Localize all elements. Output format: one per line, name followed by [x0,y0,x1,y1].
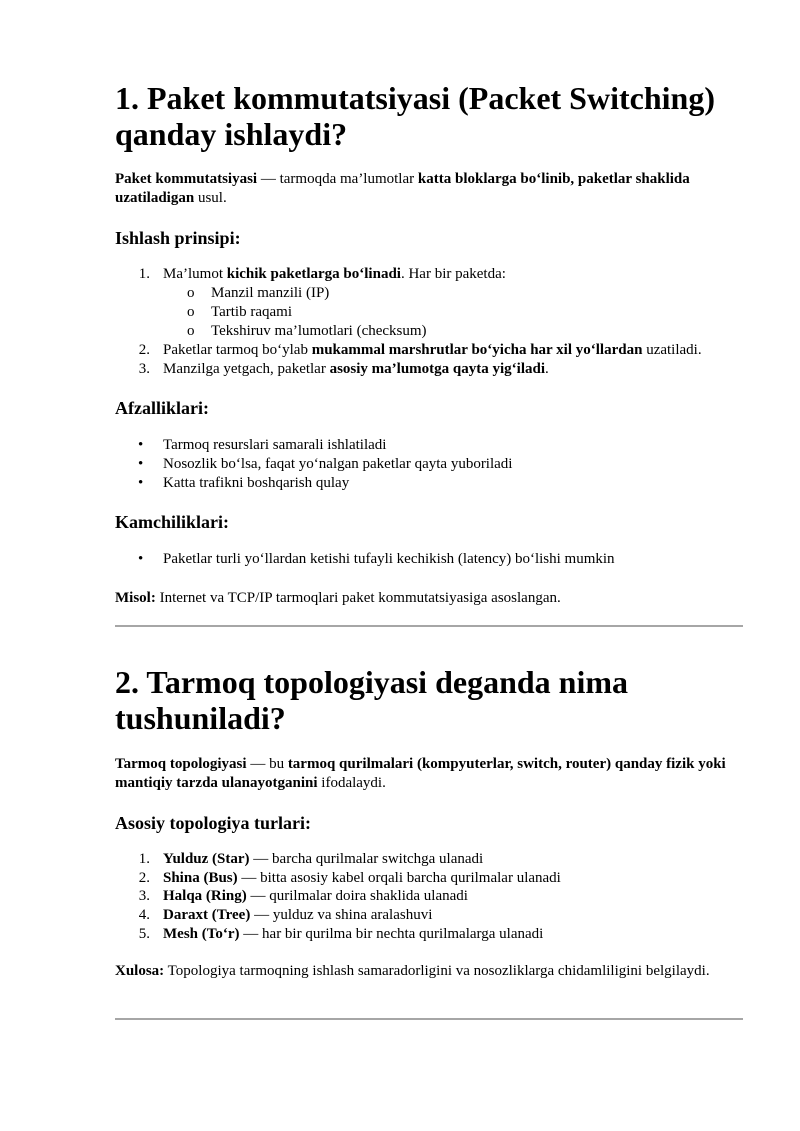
list-item: Manzilga yetgach, paketlar asosiy ma’lumotga qayta yig‘iladi. [163,361,549,377]
list-number: 4. [138,907,150,923]
list-number: 2. [138,870,150,886]
intro-definition: tarmoq qurilmalari (kompyuterlar, switch, router) qanday fizik yoki mantiqiy tarzda ulanayotganini [115,756,726,791]
topology-item: Halqa (Ring) — qurilmalar doira shaklida ulanadi [163,888,468,904]
list-item: Ma’lumot kichik paketlarga bo‘linadi. Har bir paketda: [163,266,506,282]
topology-item: Yulduz (Star) — barcha qurilmalar switchga ulanadi [163,851,484,867]
intro-term: Paket kommutatsiyasi [115,171,258,187]
section2-conclusion: Xulosa: Topologiya tarmoqning ishlash samaradorligini va nosozliklarga chidamliligini belgilaydi. [115,963,710,979]
sub-list-item: Tekshiruv ma’lumotlari (checksum) [211,323,427,339]
section2-title [115,664,743,736]
bullet-marker: • [138,437,144,453]
list-number: 3. [138,888,150,904]
sub-marker: o [187,285,195,301]
section2-title-line1: 2. Tarmoq topologiyasi deganda nima [115,664,628,700]
section1-intro: Paket kommutatsiyasi — tarmoqda ma’lumotlar katta bloklarga bo‘linib, paketlar shaklida uzatiladigan usul. [115,171,690,206]
section2-title-line2: tushuniladi? [115,700,286,736]
section1-title [115,80,743,152]
advantage-item: Tarmoq resurslari samarali ishlatiladi [163,437,387,453]
section1-example: Misol: Internet va TCP/IP tarmoqlari paket kommutatsiyasiga asoslangan. [115,590,561,606]
section-divider [115,625,743,627]
list-number: 5. [138,926,150,942]
list-item: Paketlar tarmoq bo‘ylab mukammal marshrutlar bo‘yicha har xil yo‘llardan uzatiladi. [163,342,702,358]
topology-item: Mesh (To‘r) — har bir qurilma bir nechta qurilmalarga ulanadi [163,926,544,942]
example-label: Misol: [115,590,156,606]
section2-intro: Tarmoq topologiyasi — bu tarmoq qurilmalari (kompyuterlar, switch, router) qanday fizik yoki mantiqiy tarzda ulanayotganini ifodalaydi. [115,756,726,791]
advantage-item: Katta trafikni boshqarish qulay [163,475,350,491]
sub-marker: o [187,323,195,339]
bullet-marker: • [138,456,144,472]
conclusion-label: Xulosa: [115,963,165,979]
list-number: 1. [138,851,150,867]
bullet-marker: • [138,551,144,567]
list-number: 1. [138,266,150,282]
sub-list-item: Manzil manzili (IP) [211,285,330,301]
disadvantage-item: Paketlar turli yo‘llardan ketishi tufayli kechikish (latency) bo‘lishi mumkin [163,551,615,567]
list-number: 2. [138,342,150,358]
topology-item: Shina (Bus) — bitta asosiy kabel orqali barcha qurilmalar ulanadi [163,870,561,886]
topology-item: Daraxt (Tree) — yulduz va shina aralashuvi [163,907,433,923]
disadvantages-heading: Kamchiliklari: [115,512,229,532]
sub-marker: o [187,304,195,320]
bullet-marker: • [138,475,144,491]
advantage-item: Nosozlik bo‘lsa, faqat yo‘nalgan paketlar qayta yuboriladi [163,456,513,472]
advantages-heading: Afzalliklari: [115,398,209,418]
sub-list-item: Tartib raqami [211,304,292,320]
principle-heading: Ishlash prinsipi: [115,228,241,248]
section1-title-line2: qanday ishlaydi? [115,116,348,152]
section-divider [115,1018,743,1020]
intro-definition: katta bloklarga bo‘linib, paketlar shaklida uzatiladigan [115,171,690,206]
list-number: 3. [138,361,150,377]
types-heading: Asosiy topologiya turlari: [115,813,311,833]
intro-term: Tarmoq topologiyasi [115,756,247,772]
section1-title-line1: 1. Paket kommutatsiyasi (Packet Switching) [115,80,715,116]
